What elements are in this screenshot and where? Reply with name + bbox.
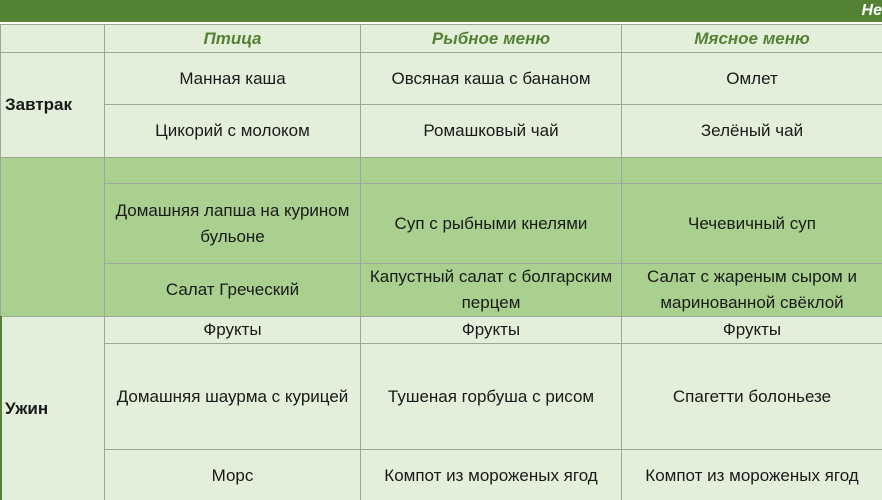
table-cell[interactable]: Овсяная каша с бананом bbox=[361, 53, 622, 105]
header-cell-poultry[interactable]: Птица bbox=[105, 25, 361, 53]
table-cell[interactable]: Суп с рыбными кнелями bbox=[361, 184, 622, 264]
table-cell[interactable]: Салат с жареным сыром и маринованной свёклой bbox=[622, 264, 882, 317]
table-cell[interactable]: Салат Греческий bbox=[105, 264, 361, 317]
table-cell[interactable]: Цикорий с молоком bbox=[105, 105, 361, 158]
table-cell[interactable]: Морс bbox=[105, 450, 361, 500]
table-cell[interactable]: Фрукты bbox=[105, 317, 361, 344]
table-cell[interactable] bbox=[105, 158, 361, 184]
meal-label-breakfast[interactable]: Завтрак bbox=[1, 53, 105, 158]
table-cell[interactable]: Компот из мороженых ягод bbox=[361, 450, 622, 500]
header-cell-corner[interactable] bbox=[1, 25, 105, 53]
table-row bbox=[1, 450, 882, 500]
table-row bbox=[1, 158, 882, 184]
table-cell[interactable]: Домашняя шаурма с курицей bbox=[105, 344, 361, 450]
table-row bbox=[1, 317, 882, 344]
table-cell[interactable]: Фрукты bbox=[622, 317, 882, 344]
table-cell[interactable]: Компот из мороженых ягод bbox=[622, 450, 882, 500]
table-cell[interactable]: Домашняя лапша на курином бульоне bbox=[105, 184, 361, 264]
table-cell[interactable]: Манная каша bbox=[105, 53, 361, 105]
table-cell[interactable]: Омлет bbox=[622, 53, 882, 105]
table-row bbox=[1, 264, 882, 317]
table-row bbox=[1, 344, 882, 450]
table-cell[interactable]: Зелёный чай bbox=[622, 105, 882, 158]
menu-table bbox=[0, 24, 882, 500]
banner-text: Не bbox=[861, 2, 882, 19]
title-banner bbox=[0, 0, 882, 24]
table-cell[interactable]: Капустный салат с болгарским перцем bbox=[361, 264, 622, 317]
table-cell[interactable] bbox=[361, 158, 622, 184]
table-cell[interactable]: Фрукты bbox=[361, 317, 622, 344]
meal-label-lunch[interactable] bbox=[1, 158, 105, 317]
meal-label-dinner[interactable]: Ужин bbox=[1, 317, 105, 500]
table-row bbox=[1, 105, 882, 158]
table-row bbox=[1, 184, 882, 264]
header-row bbox=[1, 25, 882, 53]
dinner-edge-marker bbox=[0, 316, 2, 500]
table-cell[interactable]: Ромашковый чай bbox=[361, 105, 622, 158]
table-row bbox=[1, 53, 882, 105]
table-cell[interactable]: Тушеная горбуша с рисом bbox=[361, 344, 622, 450]
table-cell[interactable] bbox=[622, 158, 882, 184]
header-cell-fish[interactable]: Рыбное меню bbox=[361, 25, 622, 53]
table-cell[interactable]: Чечевичный суп bbox=[622, 184, 882, 264]
header-cell-meat[interactable]: Мясное меню bbox=[622, 25, 882, 53]
table-cell[interactable]: Спагетти болоньезе bbox=[622, 344, 882, 450]
